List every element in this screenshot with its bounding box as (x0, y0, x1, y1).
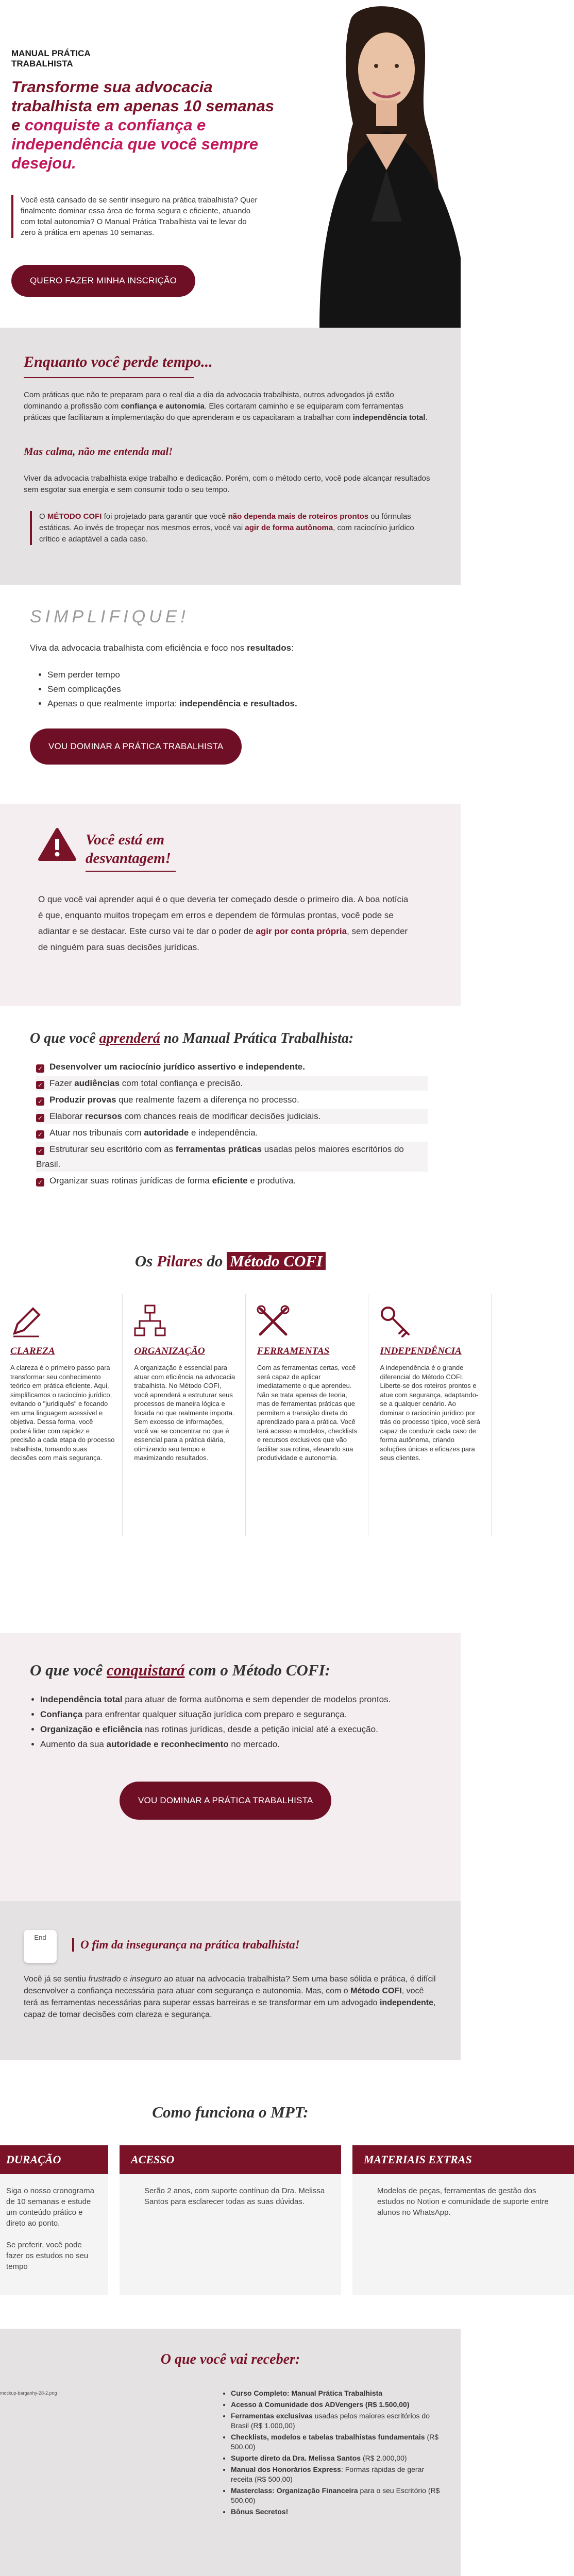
text-span: O que você vai aprender aqui é o que deveria ter começado desde o primeiro dia. A boa notícia é que, enquanto muitos tropeçam em erros e dependem de fórmulas prontas, você pode se adiantar e se destacar. Este curso vai te dar o poder de (38, 894, 409, 936)
pillar-card (0, 1294, 123, 1536)
problem-title: Enquanto você perde tempo... (24, 353, 213, 370)
text-bold: Produzir provas (49, 1095, 116, 1105)
text-span: usadas pelos maiores escritórios do Brasil. (36, 1144, 404, 1169)
offer-item (231, 2400, 447, 2410)
text-bold: Independência total (40, 1694, 123, 1704)
text-bold: Acesso à Comunidade dos ADVengers (R$ 1.500,00) (231, 2400, 410, 2409)
text-span: O (39, 512, 47, 521)
text-bold: eficiente (212, 1176, 248, 1185)
text-bold: Suporte direto da Dra. Melissa Santos (231, 2454, 361, 2462)
offer-item (231, 2453, 447, 2463)
conquer-item (40, 1738, 432, 1751)
conquer-list (40, 1693, 432, 1753)
text-span: com total confiança e precisão. (120, 1078, 243, 1088)
pillar-text: A clareza é o primeiro passo para transformar seu conhecimento teórico em prática eficiente. Aqui, simplificamos o raciocínio jurídico, evitando o "juridiquês" e focando em uma linguagem acessível e objetiva. Dessa forma, você poderá lidar com rapidez e precisão a cada etapa do processo trabalhista, tomando suas decisões com mais segurança. (10, 1364, 115, 1462)
problem-paragraph-3 (30, 511, 432, 545)
text-span: usadas pelos maiores escritórios do Brasil (R$ 1.000,00) (231, 2412, 430, 2430)
text-span: Apenas o que realmente importa: (47, 699, 180, 708)
text-span: . Eles cortaram caminho e se equiparam com ferramentas práticas que facilitaram a implementação do que aprenderam e os capacitaram a trabalhar com (24, 402, 403, 422)
text-span: no mercado. (228, 1739, 280, 1749)
text-span: , com raciocínio jurídico crítico e adaptável a cada caso. (39, 523, 414, 544)
list-item (47, 697, 297, 711)
text-bold: Checklists, modelos e tabelas trabalhistas fundamentais (231, 2433, 425, 2441)
how-title: Como funciona o MPT: (152, 2103, 309, 2121)
text-bold: recursos (85, 1111, 122, 1121)
text-span: . (425, 413, 428, 422)
conquer-item (40, 1693, 432, 1706)
text-span: : Formas rápidas de gerar receita (R$ 500,00) (231, 2465, 425, 2483)
pillar-text: A organização é essencial para atuar com eficiência na advocacia trabalhista. No Método COFI, você aprenderá a estruturar seus processos de maneira lógica e focada no que realmente importa. Sem excesso de informações, você vai se concentrar no que é essencial para a prática diária, otimizando seu tempo e maximizando resultados. (134, 1364, 235, 1462)
learn-item (36, 1173, 428, 1188)
text-span: O que você (30, 1030, 99, 1046)
dominate-cta-button-2[interactable]: VOU DOMINAR A PRÁTICA TRABALHISTA (120, 1782, 331, 1820)
simplify-list (47, 668, 297, 711)
title-underline (86, 871, 176, 872)
offer-section (0, 2329, 461, 2576)
text-bold: Ferramentas exclusivas (231, 2412, 313, 2420)
text-bold: autoridade e reconhecimento (106, 1739, 229, 1749)
problem-paragraph-1 (24, 389, 431, 423)
text-span: Atuar nos tribunais com (49, 1128, 144, 1138)
text-span: O que você (30, 1661, 107, 1679)
brand-line-2: TRABALHISTA (11, 59, 73, 69)
brand-logo (11, 48, 91, 69)
text-span: ao atuar na advocacia trabalhista? Sem uma base sólida e prática, é difícil desenvolver a confiança necessária para atuar com segurança e autonomia. Mas, com o (24, 1975, 436, 1995)
text-span: (R$ 2.000,00) (361, 2454, 407, 2462)
key-icon (378, 1303, 482, 1343)
checkbox-icon: ✓ (36, 1147, 44, 1155)
checkbox-icon: ✓ (36, 1130, 44, 1139)
title-line: Você está em (86, 832, 165, 848)
text-emph: conquistará (106, 1661, 185, 1679)
dominate-cta-button[interactable]: VOU DOMINAR A PRÁTICA TRABALHISTA (30, 728, 242, 765)
text-span: e independência. (189, 1128, 258, 1138)
learn-item (36, 1125, 428, 1140)
pillar-text: A independência é o grande diferencial do Método COFI. Liberte-se dos roteiros prontos e atue com segurança, adaptando-se a qualquer cenário. Ao dominar o raciocínio jurídico por trás do processo típico, você será capaz de conduzir cada caso de forma autônoma, criando soluções únicas e eficazes para seus clientes. (380, 1364, 480, 1462)
offer-item (231, 2411, 447, 2431)
pillar-text: Com as ferramentas certas, você será capaz de aplicar imediatamente o que aprendeu. Não se trata apenas de teoria, mas de ferramentas práticas que permitem a transição direta do aprendizado para a prática. Você terá acesso a modelos, checklists e recursos exclusivos que vão facilitar sua rotina, elevando sua produtividade e autonomia. (257, 1364, 358, 1462)
text-bold: Desenvolver um raciocínio jurídico assertivo e independente. (49, 1062, 305, 1072)
hero-section (0, 0, 461, 328)
text-span: Você já se sentiu (24, 1975, 89, 1984)
checkbox-icon: ✓ (36, 1097, 44, 1106)
text-bold: não dependa mais de roteiros prontos (228, 512, 369, 521)
offer-item (231, 2507, 447, 2517)
checkbox-icon: ✓ (36, 1064, 44, 1073)
text-span: foi projetado para garantir que você (102, 512, 228, 521)
pillar-name: FERRAMENTAS (257, 1346, 330, 1357)
learn-item (36, 1142, 428, 1172)
conquer-title (30, 1661, 330, 1680)
text-span: no Manual Prática Trabalhista: (160, 1030, 354, 1046)
how-card (120, 2145, 341, 2295)
problem-title-underline (24, 377, 194, 378)
conquer-item (40, 1723, 432, 1736)
how-card (352, 2145, 574, 2295)
how-cards (0, 2145, 574, 2300)
problem-subtitle: Mas calma, não me entenda mal! (24, 445, 173, 457)
learn-section (0, 1006, 461, 1224)
disadvantage-title (86, 831, 171, 868)
text-bold: Bônus Secretos! (231, 2507, 289, 2516)
learn-item (36, 1109, 428, 1124)
simplify-lead (30, 643, 294, 653)
brand-line-1: MANUAL PRÁTICA (11, 48, 91, 58)
text-bold: ferramentas práticas (175, 1144, 262, 1154)
text-span: (R$ 500,00) (231, 2433, 439, 2451)
pillar-cards (0, 1294, 492, 1536)
simplify-title: SIMPLIFIQUE! (30, 607, 189, 626)
how-card-text: Serão 2 anos, com suporte contínuo da Dra. Melissa Santos para esclarecer todas as suas dúvidas. (144, 2187, 325, 2206)
text-span: com o Método COFI: (184, 1661, 330, 1679)
text-bold: independente (379, 1998, 433, 2007)
learn-item (36, 1076, 428, 1091)
text-span: Os (134, 1252, 157, 1270)
learn-title (30, 1030, 353, 1047)
pillars-title (0, 1252, 461, 1270)
how-card-text: Siga o nosso cronograma de 10 semanas e estude um conteúdo prático e direto ao ponto. Se preferir, você pode fazer os estudos no seu tempo (6, 2187, 94, 2271)
pillar-card (368, 1294, 492, 1536)
offer-item (231, 2432, 447, 2452)
tools-icon (255, 1303, 359, 1343)
text-bold: Organização e eficiência (40, 1724, 143, 1734)
text-span: para o seu Escritório (R$ 500,00) (231, 2486, 440, 2504)
checkbox-icon: ✓ (36, 1114, 44, 1122)
conquer-section (0, 1633, 461, 1901)
list-item: • Sem complicações (47, 682, 297, 697)
hero-intro-text: Você está cansado de se sentir inseguro na prática trabalhista? Quer finalmente dominar essa área de forma segura e eficiente, atuando com total autonomia? O Manual Prática Trabalhista vai te levar do zero à prática em apenas 10 semanas. (11, 195, 259, 238)
text-span: e produtiva. (247, 1176, 296, 1185)
title-line: desvantagem! (86, 850, 171, 867)
badge-text: End (34, 1934, 46, 1941)
text-bold: agir de forma autônoma (245, 523, 333, 532)
list-item: • Sem perder tempo (47, 668, 297, 682)
hero-headline (11, 77, 279, 173)
text-span: nas rotinas jurídicas, desde a petição inicial até a execução. (142, 1724, 378, 1734)
how-card (0, 2145, 108, 2295)
text-span: ou fórmulas estáticas. Ao invés de tropeçar nos mesmos erros, você vai (39, 512, 411, 532)
text-span: : (291, 643, 294, 653)
headline-part-2: conquiste a confiança e independência que você sempre desejou. (11, 116, 258, 172)
text-emph: Pilares (157, 1252, 203, 1270)
signup-cta-button[interactable]: QUERO FAZER MINHA INSCRIÇÃO (11, 265, 195, 297)
offer-image-placeholder: mockup-barganhy-28-2.png (0, 2391, 57, 2396)
pillar-name: INDEPENDÊNCIA (380, 1346, 462, 1357)
text-bold: Manual dos Honorários Express (231, 2465, 341, 2473)
org-chart-icon (132, 1303, 236, 1343)
problem-paragraph-2: Viver da advocacia trabalhista exige trabalho e dedicação. Porém, com o método certo, você pode alcançar resultados sem esgotar sua energia e sem consumir todo o seu tempo. (24, 474, 430, 494)
checkbox-icon: ✓ (36, 1081, 44, 1089)
how-section (0, 2060, 549, 2329)
text-bold: autoridade (144, 1128, 189, 1138)
text-bold: agir por conta própria (256, 926, 347, 936)
text-bold: Curso Completo: Manual Prática Trabalhista (231, 2389, 383, 2397)
disadvantage-section (0, 804, 461, 1006)
offer-item (231, 2388, 447, 2398)
pillar-card (246, 1294, 369, 1536)
text-span: Aumento da sua (40, 1739, 107, 1749)
simplify-section (0, 585, 461, 829)
checkbox-icon: ✓ (36, 1178, 44, 1187)
headline-part-1: Transforme sua advocacia trabalhista em apenas 10 semanas e (11, 78, 275, 134)
pillar-name: ORGANIZAÇÃO (134, 1346, 205, 1357)
text-span: para atuar de forma autônoma e sem depender de modelos prontos. (122, 1694, 391, 1704)
offer-title: O que você vai receber: (160, 2351, 300, 2367)
text-span: Elaborar (49, 1111, 85, 1121)
text-bold: Método COFI (350, 1987, 402, 1995)
instructor-portrait-image (289, 0, 461, 328)
text-span: , sem depender de ninguém para suas decisões jurídicas. (38, 926, 408, 952)
problem-section (0, 328, 461, 585)
offer-item (231, 2465, 447, 2484)
end-title: O fim da insegurança na prática trabalhista! (72, 1938, 300, 1952)
text-span: para enfrentar qualquer situação jurídica com preparo e segurança. (82, 1709, 347, 1719)
pencil-icon (8, 1303, 115, 1343)
pillars-section (0, 1224, 480, 1633)
text-emph: aprenderá (99, 1030, 160, 1046)
end-paragraph (24, 1973, 436, 2021)
end-insecurity-section (0, 1901, 461, 2060)
text-bold: confiança e autonomia (121, 402, 205, 411)
how-card-heading: MATERIAIS EXTRAS (352, 2145, 574, 2174)
text-span: , capaz de tomar decisões com clareza e segurança. (24, 1998, 436, 2019)
text-span: Fazer (49, 1078, 75, 1088)
pillar-name: CLAREZA (10, 1346, 55, 1357)
warning-icon (38, 827, 76, 861)
text-span: que realmente fazem a diferença no processo. (116, 1095, 299, 1105)
text-italic: frustrado e inseguro (88, 1975, 162, 1984)
conquer-item (40, 1708, 432, 1721)
offer-item (231, 2486, 447, 2505)
learn-list (36, 1059, 428, 1190)
how-card-heading: DURAÇÃO (0, 2145, 108, 2174)
pillar-card (123, 1294, 246, 1536)
text-bold: Masterclass: Organização Financeira (231, 2486, 358, 2495)
text-bold: Confiança (40, 1709, 83, 1719)
text-span: Estruturar seu escritório com as (49, 1144, 176, 1154)
learn-item (36, 1092, 428, 1107)
disadvantage-paragraph (38, 891, 409, 955)
end-badge-icon (24, 1930, 57, 1963)
text-span: com chances reais de modificar decisões judiciais. (122, 1111, 321, 1121)
how-card-heading: ACESSO (120, 2145, 341, 2174)
text-bold: independência e resultados. (179, 699, 297, 708)
text-bold: audiências (74, 1078, 120, 1088)
text-span: Viva da advocacia trabalhista com eficiência e foco nos (30, 643, 247, 653)
text-highlight: Método COFI (227, 1252, 326, 1270)
text-span: Organizar suas rotinas jurídicas de forma (49, 1176, 212, 1185)
text-bold: independência total (352, 413, 426, 422)
learn-item (36, 1059, 428, 1074)
text-span: Com práticas que não te preparam para o real dia a dia da advocacia trabalhista, outros advogados já estão dominando a profissão com (24, 391, 394, 411)
text-bold: MÉTODO COFI (47, 512, 102, 521)
text-bold: resultados (247, 643, 292, 653)
how-card-text: Modelos de peças, ferramentas de gestão dos estudos no Notion e comunidade de suporte entre alunos no WhatsApp. (377, 2187, 549, 2217)
text-span: , você terá as ferramentas necessárias para superar essas barreiras e se transformar em um advogado (24, 1987, 424, 2007)
text-span: do (202, 1252, 227, 1270)
offer-list (231, 2388, 447, 2518)
